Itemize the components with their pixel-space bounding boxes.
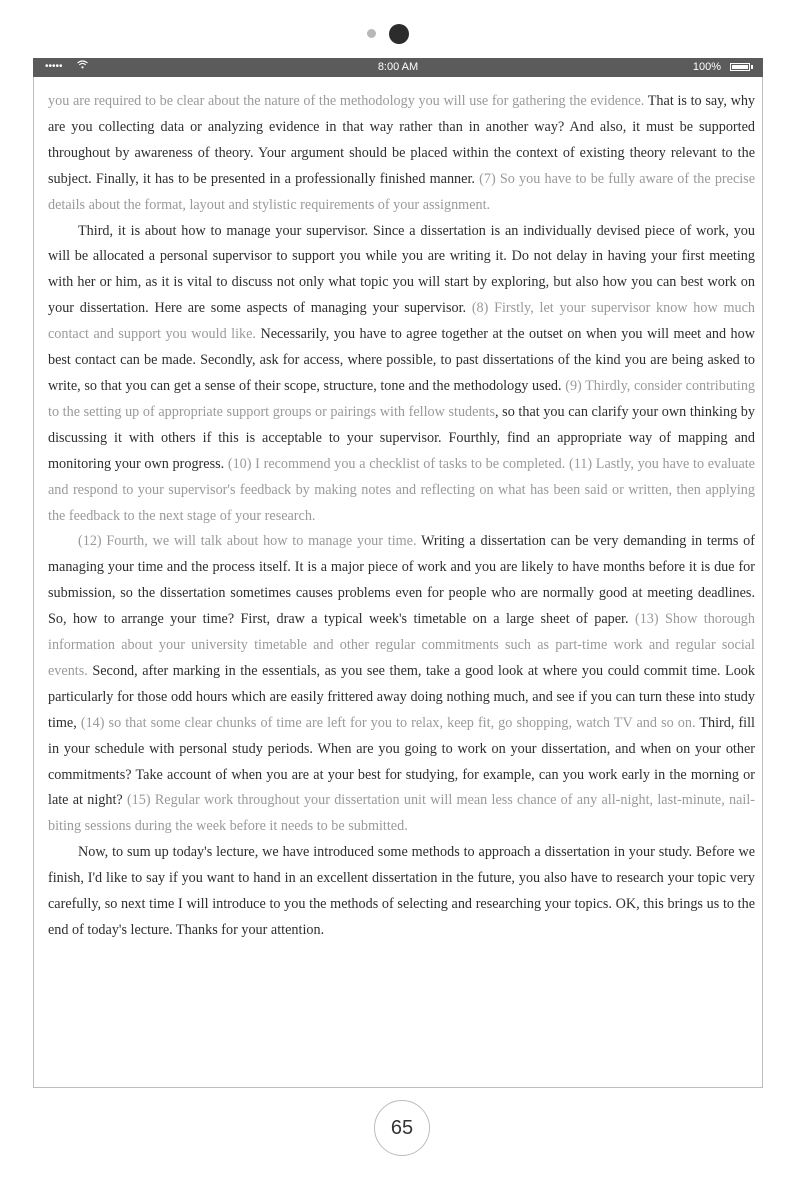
faded-text-segment: you are required to be clear about the nature of the methodology you will use for gathering the evidence. — [48, 93, 648, 109]
battery-icon — [730, 63, 750, 71]
status-bar — [33, 58, 763, 77]
faded-text-segment: (7) So you have to be fully aware of the precise details about the format, layout and stylistic requirements of your assignment. — [48, 170, 755, 213]
text-segment: Now, to sum up today's lecture, we have introduced some methods to approach a dissertation in your study. Before we finish, I'd like to say if you want to hand in an excellent dissertation in the future, you also have to research your topic very carefully, so next time I will introduce to you the methods of selecting and researching your topics. OK, this brings us to the end of today's lecture. Thanks for your attention. — [48, 844, 755, 938]
text-segment: Writing a dissertation can be very demanding in terms of managing your time and the process itself. It is a major piece of work and you are likely to have months before it is due for submission, so the dissertation sometimes causes problems even for people who are normally good at meeting deadlines. So, how to arrange your time? First, draw a typical week's timetable on a large sheet of paper. — [48, 533, 756, 628]
text-segment: , so that you can clarify your own thinking by discussing it with others if this is acceptable to your supervisor. Fourthly, find an appropriate way of mapping and monitoring your own progress. — [48, 403, 755, 472]
faded-text-segment: (10) I recommend you a checklist of tasks to be completed. (11) Lastly, you have to evaluate and respond to your supervisor's feedback by making notes and reflecting on what has been said or written, then applying the feedback to the next stage of your research. — [48, 455, 755, 524]
text-segment: Necessarily, you have to agree together at the outset on when you will meet and how best contact can be made. Secondly, ask for access, where possible, to past dissertations of the kind you are being asked to write, so that you can get a sense of their scope, structure, tone and the methodology used. — [48, 326, 755, 394]
text-segment: That is to say, why are you collecting data or analyzing evidence in that way rather than in another way? And also, it must be supported throughout by awareness of theory. Your argument should be placed within the context of existing theory relevant to the subject. Finally, it has to be presented in a professionally finished manner. — [48, 93, 756, 187]
faded-text-segment: (12) Fourth, we will talk about how to manage your time. — [78, 533, 422, 550]
faded-text-segment: (8) Firstly, let your supervisor know how much contact and support you would like. — [48, 300, 755, 343]
text-segment: Third, it is about how to manage your supervisor. Since a dissertation is an individually devised piece of work, you will be allocated a personal supervisor to support you while you are writing it. Do not delay in having your first meeting with her or him, as it is vital to discuss not only what topic you will start by exploring, but also how you can best work on your dissertation. Here are some aspects of managing your supervisor. — [48, 222, 755, 317]
faded-text-segment: (9) Thirdly, consider contributing to the setting up of appropriate support groups or pairings with fellow students — [48, 377, 756, 420]
battery-percent: 100% — [692, 61, 721, 73]
paragraph — [48, 840, 755, 944]
text-segment: Third, fill in your schedule with personal study periods. When are you going to work on your dissertation, and when on your other commitments? Take account of when you are at your best for studying, for example, can you work early in the morning or late at night? — [48, 714, 756, 809]
paragraph — [48, 89, 755, 219]
text-segment: Second, after marking in the essentials, as you see them, take a good look at where you could commit time. Look particularly for those odd hours which are easily frittered away doing nothing much, and see if you can turn these into study time, — [48, 662, 755, 731]
faded-text-segment: (14) so that some clear chunks of time are left for you to relax, keep fit, go shopping, watch TV and so on. — [80, 714, 700, 731]
document-body — [48, 89, 755, 944]
paragraph — [48, 529, 755, 840]
page-number-badge — [374, 1100, 430, 1156]
device-camera — [0, 0, 800, 58]
page-number: 65 — [390, 1117, 414, 1139]
signal-strength: ••••• — [45, 61, 63, 72]
faded-text-segment: (13) Show thorough information about your university timetable and other regular commitments such as part-time work and regular social events. — [48, 611, 755, 679]
status-time: 8:00 AM — [377, 61, 419, 73]
camera-lens-icon — [389, 24, 409, 44]
camera-sensor-icon — [367, 29, 376, 38]
paragraph — [48, 219, 755, 530]
faded-text-segment: (15) Regular work throughout your dissertation unit will mean less chance of any all-night, last-minute, nail-biting sessions during the week before it needs to be submitted. — [48, 792, 755, 835]
battery-tip — [751, 65, 753, 69]
